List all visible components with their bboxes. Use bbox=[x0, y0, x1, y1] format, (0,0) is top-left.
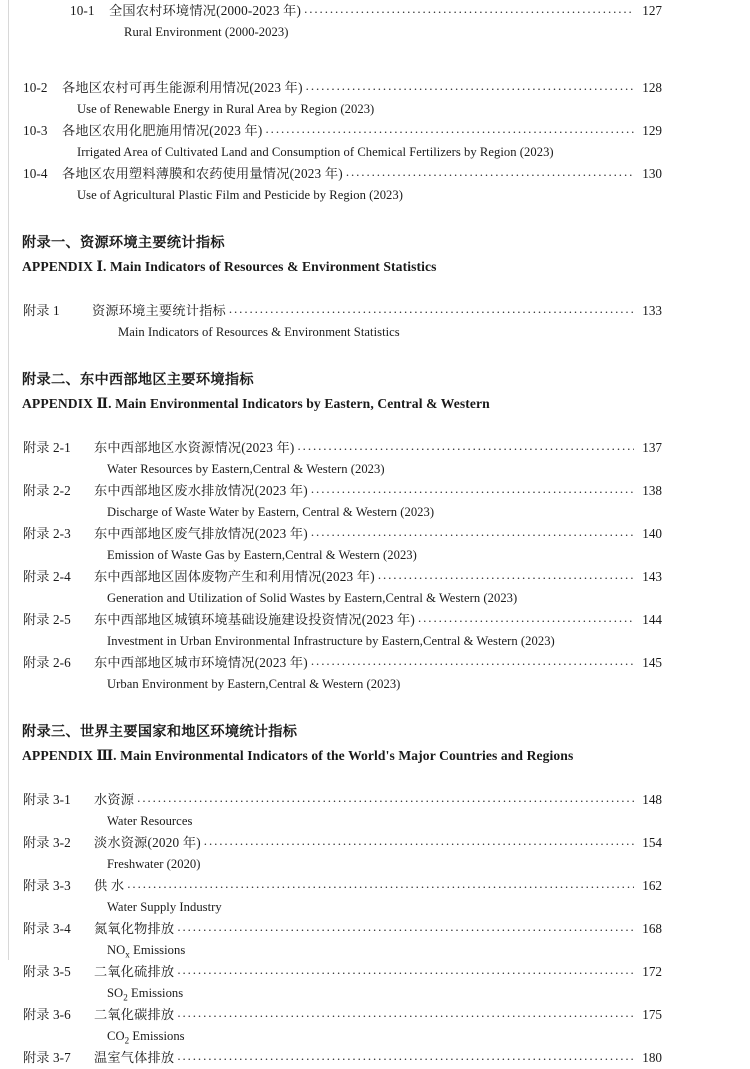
toc-entry[interactable] bbox=[22, 480, 662, 523]
spacer bbox=[22, 278, 662, 300]
toc-group-appendix-2 bbox=[22, 437, 662, 695]
toc-entry[interactable] bbox=[22, 832, 662, 875]
toc-entry-page: 128 bbox=[642, 80, 662, 95]
toc-entry[interactable] bbox=[22, 523, 662, 566]
toc-entry-title-en: Water Resources by Eastern,Central & Western (2023) bbox=[107, 462, 385, 476]
spacer bbox=[22, 43, 662, 77]
toc-entry-title-en: Main Indicators of Resources & Environment Statistics bbox=[118, 325, 400, 339]
toc-entry-page: 175 bbox=[642, 1007, 662, 1022]
toc-entry-line bbox=[22, 480, 662, 502]
toc-entry-page: 168 bbox=[642, 921, 662, 936]
toc-entry-number: 附录 2-3 bbox=[23, 526, 71, 541]
toc-entry-line bbox=[22, 566, 662, 588]
toc-entry-number: 附录 2-2 bbox=[23, 483, 71, 498]
toc-entry-number: 附录 3-5 bbox=[23, 964, 71, 979]
dot-leader bbox=[311, 478, 634, 500]
spacer bbox=[22, 415, 662, 437]
toc-entry-number: 10-3 bbox=[23, 123, 48, 138]
toc-entry-title-en: $CO_2$ Emissions bbox=[107, 1029, 185, 1046]
toc-entry-title-cn: 各地区农用化肥施用情况(2023 年) bbox=[62, 123, 263, 138]
toc-entry-title-cn: 水资源 bbox=[94, 792, 135, 807]
toc-entry-title-cn: 东中西部地区城市环境情况(2023 年) bbox=[94, 655, 308, 670]
dot-leader bbox=[204, 830, 634, 852]
toc-entry[interactable] bbox=[22, 609, 662, 652]
toc-entry[interactable] bbox=[22, 0, 662, 43]
dot-leader bbox=[311, 650, 634, 672]
toc-entry-line bbox=[22, 0, 662, 22]
toc-entry-title-cn: 温室气体排放 bbox=[94, 1050, 175, 1065]
toc-group-10-continued bbox=[22, 0, 662, 43]
toc-entry[interactable] bbox=[22, 437, 662, 480]
toc-entry-title-en: Water Resources bbox=[107, 814, 193, 828]
toc-entry-number: 附录 2-1 bbox=[23, 440, 71, 455]
dot-leader bbox=[304, 0, 634, 20]
toc-entry-page: 154 bbox=[642, 835, 662, 850]
toc-entry-line bbox=[22, 1047, 662, 1069]
toc-entry[interactable] bbox=[22, 77, 662, 120]
toc-entry-title-en: Generation and Utilization of Solid Wastes by Eastern,Central & Western (2023) bbox=[107, 591, 518, 605]
toc-entry[interactable] bbox=[22, 120, 662, 163]
toc-group-appendix-1 bbox=[22, 300, 662, 343]
toc-entry-line bbox=[22, 789, 662, 811]
dot-leader bbox=[418, 607, 634, 629]
toc-entry[interactable] bbox=[22, 566, 662, 609]
dot-leader bbox=[177, 1045, 634, 1067]
dot-leader bbox=[306, 75, 634, 97]
section-heading-cn: 附录二、东中西部地区主要环境指标 bbox=[22, 372, 254, 388]
toc-entry-line bbox=[22, 437, 662, 459]
toc-entry-line bbox=[22, 163, 662, 185]
toc-entry-page: 127 bbox=[642, 3, 662, 18]
toc-entry-title-cn: 东中西部地区废水排放情况(2023 年) bbox=[94, 483, 308, 498]
toc-entry-page: 138 bbox=[642, 483, 662, 498]
dot-leader bbox=[127, 873, 634, 895]
toc-entry-number: 附录 3-3 bbox=[23, 878, 71, 893]
toc-entry[interactable] bbox=[22, 961, 662, 1004]
dot-leader bbox=[266, 118, 634, 140]
toc-entry[interactable] bbox=[22, 163, 662, 206]
dot-leader bbox=[137, 787, 634, 809]
dot-leader bbox=[177, 916, 634, 938]
toc-entry[interactable] bbox=[22, 652, 662, 695]
section-heading-en: APPENDIX Ⅱ. Main Environmental Indicators by Eastern, Central & Western bbox=[22, 396, 490, 411]
toc-entry-page: 140 bbox=[642, 526, 662, 541]
toc-entry-line bbox=[22, 652, 662, 674]
toc-entry-title-cn: 各地区农用塑料薄膜和农药使用量情况(2023 年) bbox=[62, 166, 343, 181]
toc-entry-title-cn: 全国农村环境情况(2000-2023 年) bbox=[109, 3, 302, 18]
toc-entry-page: 162 bbox=[642, 878, 662, 893]
toc-entry-title-en: Emission of Waste Gas by Eastern,Central & Western (2023) bbox=[107, 548, 417, 562]
toc-group-10 bbox=[22, 77, 662, 206]
toc-entry-number: 10-1 bbox=[70, 3, 95, 18]
toc-entry-number: 附录 2-4 bbox=[23, 569, 71, 584]
dot-leader bbox=[298, 435, 634, 457]
dot-leader bbox=[378, 564, 634, 586]
toc-entry-line bbox=[22, 77, 662, 99]
toc-entry-line bbox=[22, 875, 662, 897]
toc-entry[interactable] bbox=[22, 875, 662, 918]
dot-leader bbox=[177, 959, 634, 981]
toc-entry-title-cn: 氮氧化物排放 bbox=[94, 921, 175, 936]
toc-entry-number: 10-4 bbox=[23, 166, 48, 181]
toc-entry-title-en: Discharge of Waste Water by Eastern, Central & Western (2023) bbox=[107, 505, 435, 519]
toc-entry[interactable] bbox=[22, 300, 662, 343]
toc-entry-line bbox=[22, 832, 662, 854]
toc-entry-title-en: Use of Agricultural Plastic Film and Pesticide by Region (2023) bbox=[77, 188, 403, 202]
toc-entry-title-cn: 各地区农村可再生能源利用情况(2023 年) bbox=[62, 80, 303, 95]
toc-entry[interactable] bbox=[22, 1047, 662, 1069]
toc-entry-title-en: Urban Environment by Eastern,Central & Western (2023) bbox=[107, 677, 401, 691]
section-heading-en: APPENDIX Ⅲ. Main Environmental Indicators of the World's Major Countries and Regions bbox=[22, 748, 574, 763]
toc-entry-title-en: Use of Renewable Energy in Rural Area by Region (2023) bbox=[77, 102, 375, 116]
section-heading-appendix-1 bbox=[22, 232, 662, 278]
toc-entry-title-cn: 资源环境主要统计指标 bbox=[92, 303, 226, 318]
toc-entry-number: 10-2 bbox=[23, 80, 48, 95]
spacer bbox=[22, 767, 662, 789]
toc-entry-number: 附录 1 bbox=[23, 303, 60, 318]
toc-entry-title-cn: 东中西部地区废气排放情况(2023 年) bbox=[94, 526, 308, 541]
toc-entry[interactable] bbox=[22, 918, 662, 961]
toc-entry-number: 附录 2-6 bbox=[23, 655, 71, 670]
toc-entry-title-cn: 东中西部地区水资源情况(2023 年) bbox=[94, 440, 295, 455]
toc-entry-line bbox=[22, 1004, 662, 1026]
toc-entry-page: 145 bbox=[642, 655, 662, 670]
toc-entry-title-en: Irrigated Area of Cultivated Land and Consumption of Chemical Fertilizers by Region (2023) bbox=[77, 145, 554, 159]
toc-entry-number: 附录 3-4 bbox=[23, 921, 71, 936]
toc-entry-number: 附录 2-5 bbox=[23, 612, 71, 627]
toc-entry-title-cn: 淡水资源(2020 年) bbox=[94, 835, 201, 850]
toc-entry[interactable] bbox=[22, 1004, 662, 1047]
toc-entry-number: 附录 3-2 bbox=[23, 835, 71, 850]
toc-entry-title-en: Freshwater (2020) bbox=[107, 857, 201, 871]
dot-leader bbox=[229, 298, 634, 320]
toc-entry-line bbox=[22, 300, 662, 322]
toc-entry-page: 144 bbox=[642, 612, 662, 627]
toc-entry-title-en: $SO_2$ Emissions bbox=[107, 986, 184, 1003]
section-heading-cn: 附录三、世界主要国家和地区环境统计指标 bbox=[22, 724, 298, 740]
toc-entry-title-cn: 二氧化硫排放 bbox=[94, 964, 175, 979]
toc-entry-title-cn: 东中西部地区固体废物产生和利用情况(2023 年) bbox=[94, 569, 375, 584]
toc-entry-number: 附录 3-1 bbox=[23, 792, 71, 807]
dot-leader bbox=[177, 1002, 634, 1024]
toc-entry-title-cn: 东中西部地区城镇环境基础设施建设投资情况(2023 年) bbox=[94, 612, 415, 627]
toc-entry[interactable] bbox=[22, 789, 662, 832]
toc-entry-title-en: Water Supply Industry bbox=[107, 900, 222, 914]
section-heading-appendix-3 bbox=[22, 721, 662, 767]
section-heading-appendix-2 bbox=[22, 369, 662, 415]
toc-entry-number: 附录 3-7 bbox=[23, 1050, 71, 1065]
dot-leader bbox=[311, 521, 634, 543]
toc-entry-page: 130 bbox=[642, 166, 662, 181]
toc-entry-title-cn: 二氧化碳排放 bbox=[94, 1007, 175, 1022]
dot-leader bbox=[346, 161, 634, 183]
toc-entry-number: 附录 3-6 bbox=[23, 1007, 71, 1022]
toc-entry-line bbox=[22, 523, 662, 545]
toc-entry-title-en: Investment in Urban Environmental Infrastructure by Eastern,Central & Western (2023) bbox=[107, 634, 555, 648]
toc-entry-title-en: $NO_x$ Emissions bbox=[107, 943, 186, 960]
toc-entry-page: 137 bbox=[642, 440, 662, 455]
toc-entry-title-en: Rural Environment (2000-2023) bbox=[124, 25, 289, 39]
toc-entry-page: 172 bbox=[642, 964, 662, 979]
section-heading-cn: 附录一、资源环境主要统计指标 bbox=[22, 235, 225, 251]
toc-entry-title-cn: 供 水 bbox=[94, 878, 125, 893]
toc-entry-line bbox=[22, 609, 662, 631]
toc-entry-line bbox=[22, 918, 662, 940]
toc-entry-line bbox=[22, 961, 662, 983]
toc-entry-line bbox=[22, 120, 662, 142]
toc-entry-page: 133 bbox=[642, 303, 662, 318]
toc-entry-page: 180 bbox=[642, 1050, 662, 1065]
section-heading-en: APPENDIX Ⅰ. Main Indicators of Resources & Environment Statistics bbox=[22, 259, 437, 274]
toc-entry-page: 129 bbox=[642, 123, 662, 138]
toc-entry-page: 148 bbox=[642, 792, 662, 807]
toc-group-appendix-3 bbox=[22, 789, 662, 1069]
toc-entry-page: 143 bbox=[642, 569, 662, 584]
